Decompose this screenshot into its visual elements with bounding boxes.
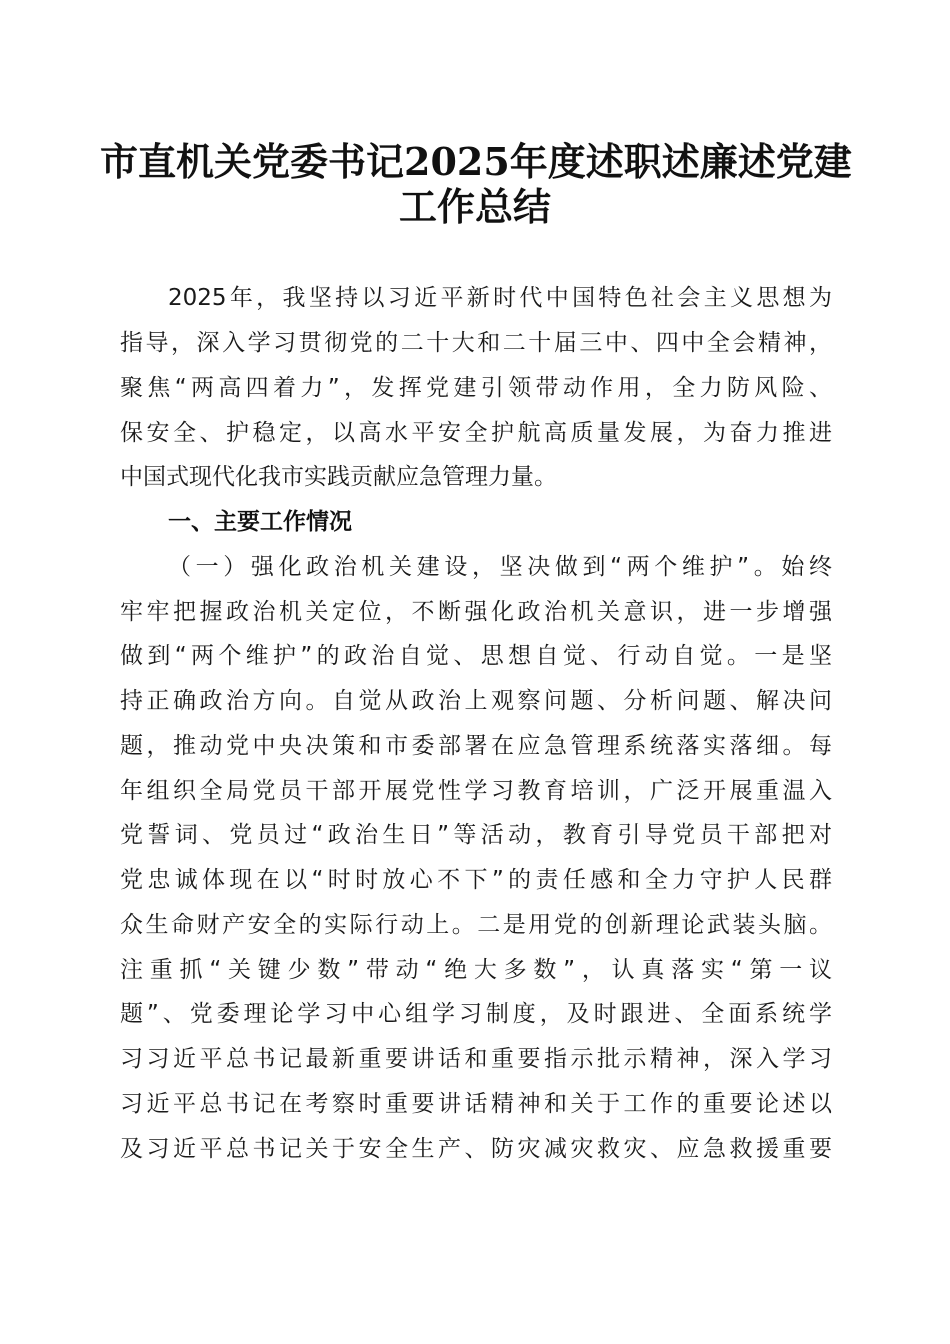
body-line-7: 党誓词、党员过“政治生日”等活动，教育引导党员干部把对: [120, 822, 832, 848]
body-line-2: 牢牢把握政治机关定位，不断强化政治机关意识，进一步增强: [120, 599, 832, 625]
body-line-1: （一）强化政治机关建设，坚决做到“两个维护”。始终: [168, 554, 832, 580]
body-line-6: 年组织全局党员干部开展党性学习教育培训，广泛开展重温入: [120, 778, 832, 804]
body-line-10: 注重抓“关键少数”带动“绝大多数”，认真落实“第一议: [120, 957, 832, 983]
intro-line-4: 保安全、护稳定，以高水平安全护航高质量发展，为奋力推进: [120, 420, 832, 446]
body-line-3: 做到“两个维护”的政治自觉、思想自觉、行动自觉。一是坚: [120, 643, 832, 669]
document-title-line-1: 市直机关党委书记2025年度述职述廉述党建: [100, 139, 852, 184]
intro-line-3: 聚焦“两高四着力”，发挥党建引领带动作用，全力防风险、: [120, 375, 832, 401]
body-line-5: 题，推动党中央决策和市委部署在应急管理系统落实落细。每: [120, 733, 832, 759]
body-line-9: 众生命财产安全的实际行动上。二是用党的创新理论武装头脑。: [120, 912, 832, 938]
body-line-14: 及习近平总书记关于安全生产、防灾减灾救灾、应急救援重要: [120, 1136, 832, 1162]
document-title-line-2: 工作总结: [398, 184, 551, 229]
body-line-8: 党忠诚体现在以“时时放心不下”的责任感和全力守护人民群: [120, 867, 832, 893]
intro-line-5: 中国式现代化我市实践贡献应急管理力量。: [120, 464, 557, 490]
section-heading: 一、主要工作情况: [168, 509, 352, 535]
body-line-12: 习习近平总书记最新重要讲话和重要指示批示精神，深入学习: [120, 1046, 832, 1072]
body-line-4: 持正确政治方向。自觉从政治上观察问题、分析问题、解决问: [120, 688, 832, 714]
intro-line-2: 指导，深入学习贯彻党的二十大和二十届三中、四中全会精神，: [120, 330, 832, 356]
intro-line-1: 2025年，我坚持以习近平新时代中国特色社会主义思想为: [168, 285, 832, 311]
body-line-11: 题”、党委理论学习中心组学习制度，及时跟进、全面系统学: [120, 1001, 832, 1027]
body-line-13: 习近平总书记在考察时重要讲话精神和关于工作的重要论述以: [120, 1091, 832, 1117]
